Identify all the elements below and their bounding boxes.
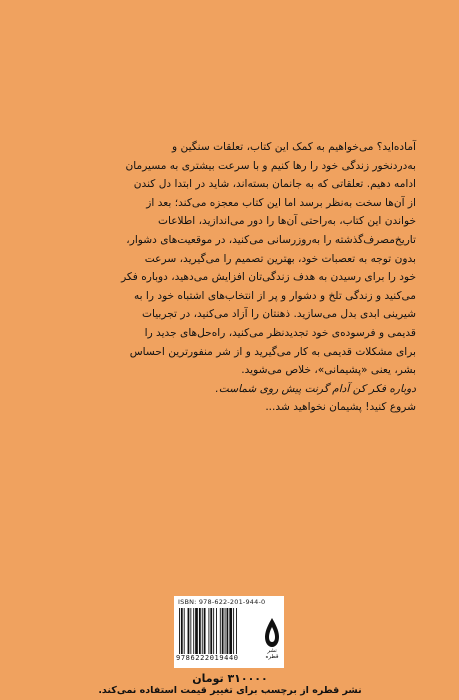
- blurb-text: [44, 138, 416, 417]
- blurb-line: بدون توجه به تعصبات خود، بهترین تصمیم را می‌گیرید، سرعت: [144, 252, 416, 265]
- blurb-line: به‌دردنخور زندگی خود را رها کنیم و با سرعت بیشتری به مسیرمان: [125, 159, 416, 172]
- blurb-line: از آن‌ها سخت به‌نظر برسد اما این کتاب معجزه می‌کند؛ بعد از: [146, 196, 416, 209]
- blurb-line: تاریخ‌مصرف‌گذشته را به‌روزرسانی می‌کنید، در موقعیت‌های دشوار،: [126, 233, 416, 246]
- blurb-line: می‌کنید و زندگی تلخ و دشوار و پر از انتخاب‌های اشتباه خود را به: [133, 289, 416, 302]
- barcode-icon: [178, 608, 258, 654]
- closing-line: شروع کنید! پشیمان نخواهید شد...: [265, 401, 416, 414]
- blurb-line: شیرینی ابدی بدل می‌سازید. ذهنتان را آزاد می‌کنید، در تجربیات: [142, 308, 416, 321]
- price-label: ۳۱۰۰۰۰ تومان: [192, 672, 268, 685]
- blurb-line: خود را برای رسیدن به هدف زندگی‌تان افزایش می‌دهید، دوباره فکر: [121, 271, 416, 284]
- blurb-line: آماده‌اید؟ می‌خواهیم به کمک این کتاب، تعلقات سنگین و: [172, 141, 416, 153]
- barcode-panel: [174, 596, 284, 668]
- blurb-line: برای مشکلات قدیمی به کار می‌گیرید و از شر منفورترین احساس: [129, 345, 416, 358]
- blurb-line: خواندن این کتاب، به‌راحتی آن‌ها را دور می‌اندازید، اطلاعات: [158, 215, 416, 228]
- isbn-text: ISBN: 978-622-201-944-0: [178, 598, 266, 606]
- blurb-line: بشر، یعنی «پشیمانی»، خلاص می‌شوید.: [241, 364, 416, 377]
- ean-digits: 9786222019440: [176, 654, 239, 662]
- italic-line: دوباره فکر کن آدام گرنت پیش روی شماست.: [215, 382, 416, 395]
- price-notice: نشر قطره از برچسب برای تغییر قیمت استفاده نمی‌کند.: [98, 685, 362, 696]
- blurb-line: ادامه دهیم. تعلقاتی که به جانمان بسته‌اند، شاید در ابتدا دل کندن: [133, 178, 416, 191]
- publisher-logo-text: نشر قطره: [265, 648, 279, 660]
- blurb-line: قدیمی و فرسوده‌ی خود تجدیدنظر می‌کنید، راه‌حل‌های جدید را: [144, 326, 416, 339]
